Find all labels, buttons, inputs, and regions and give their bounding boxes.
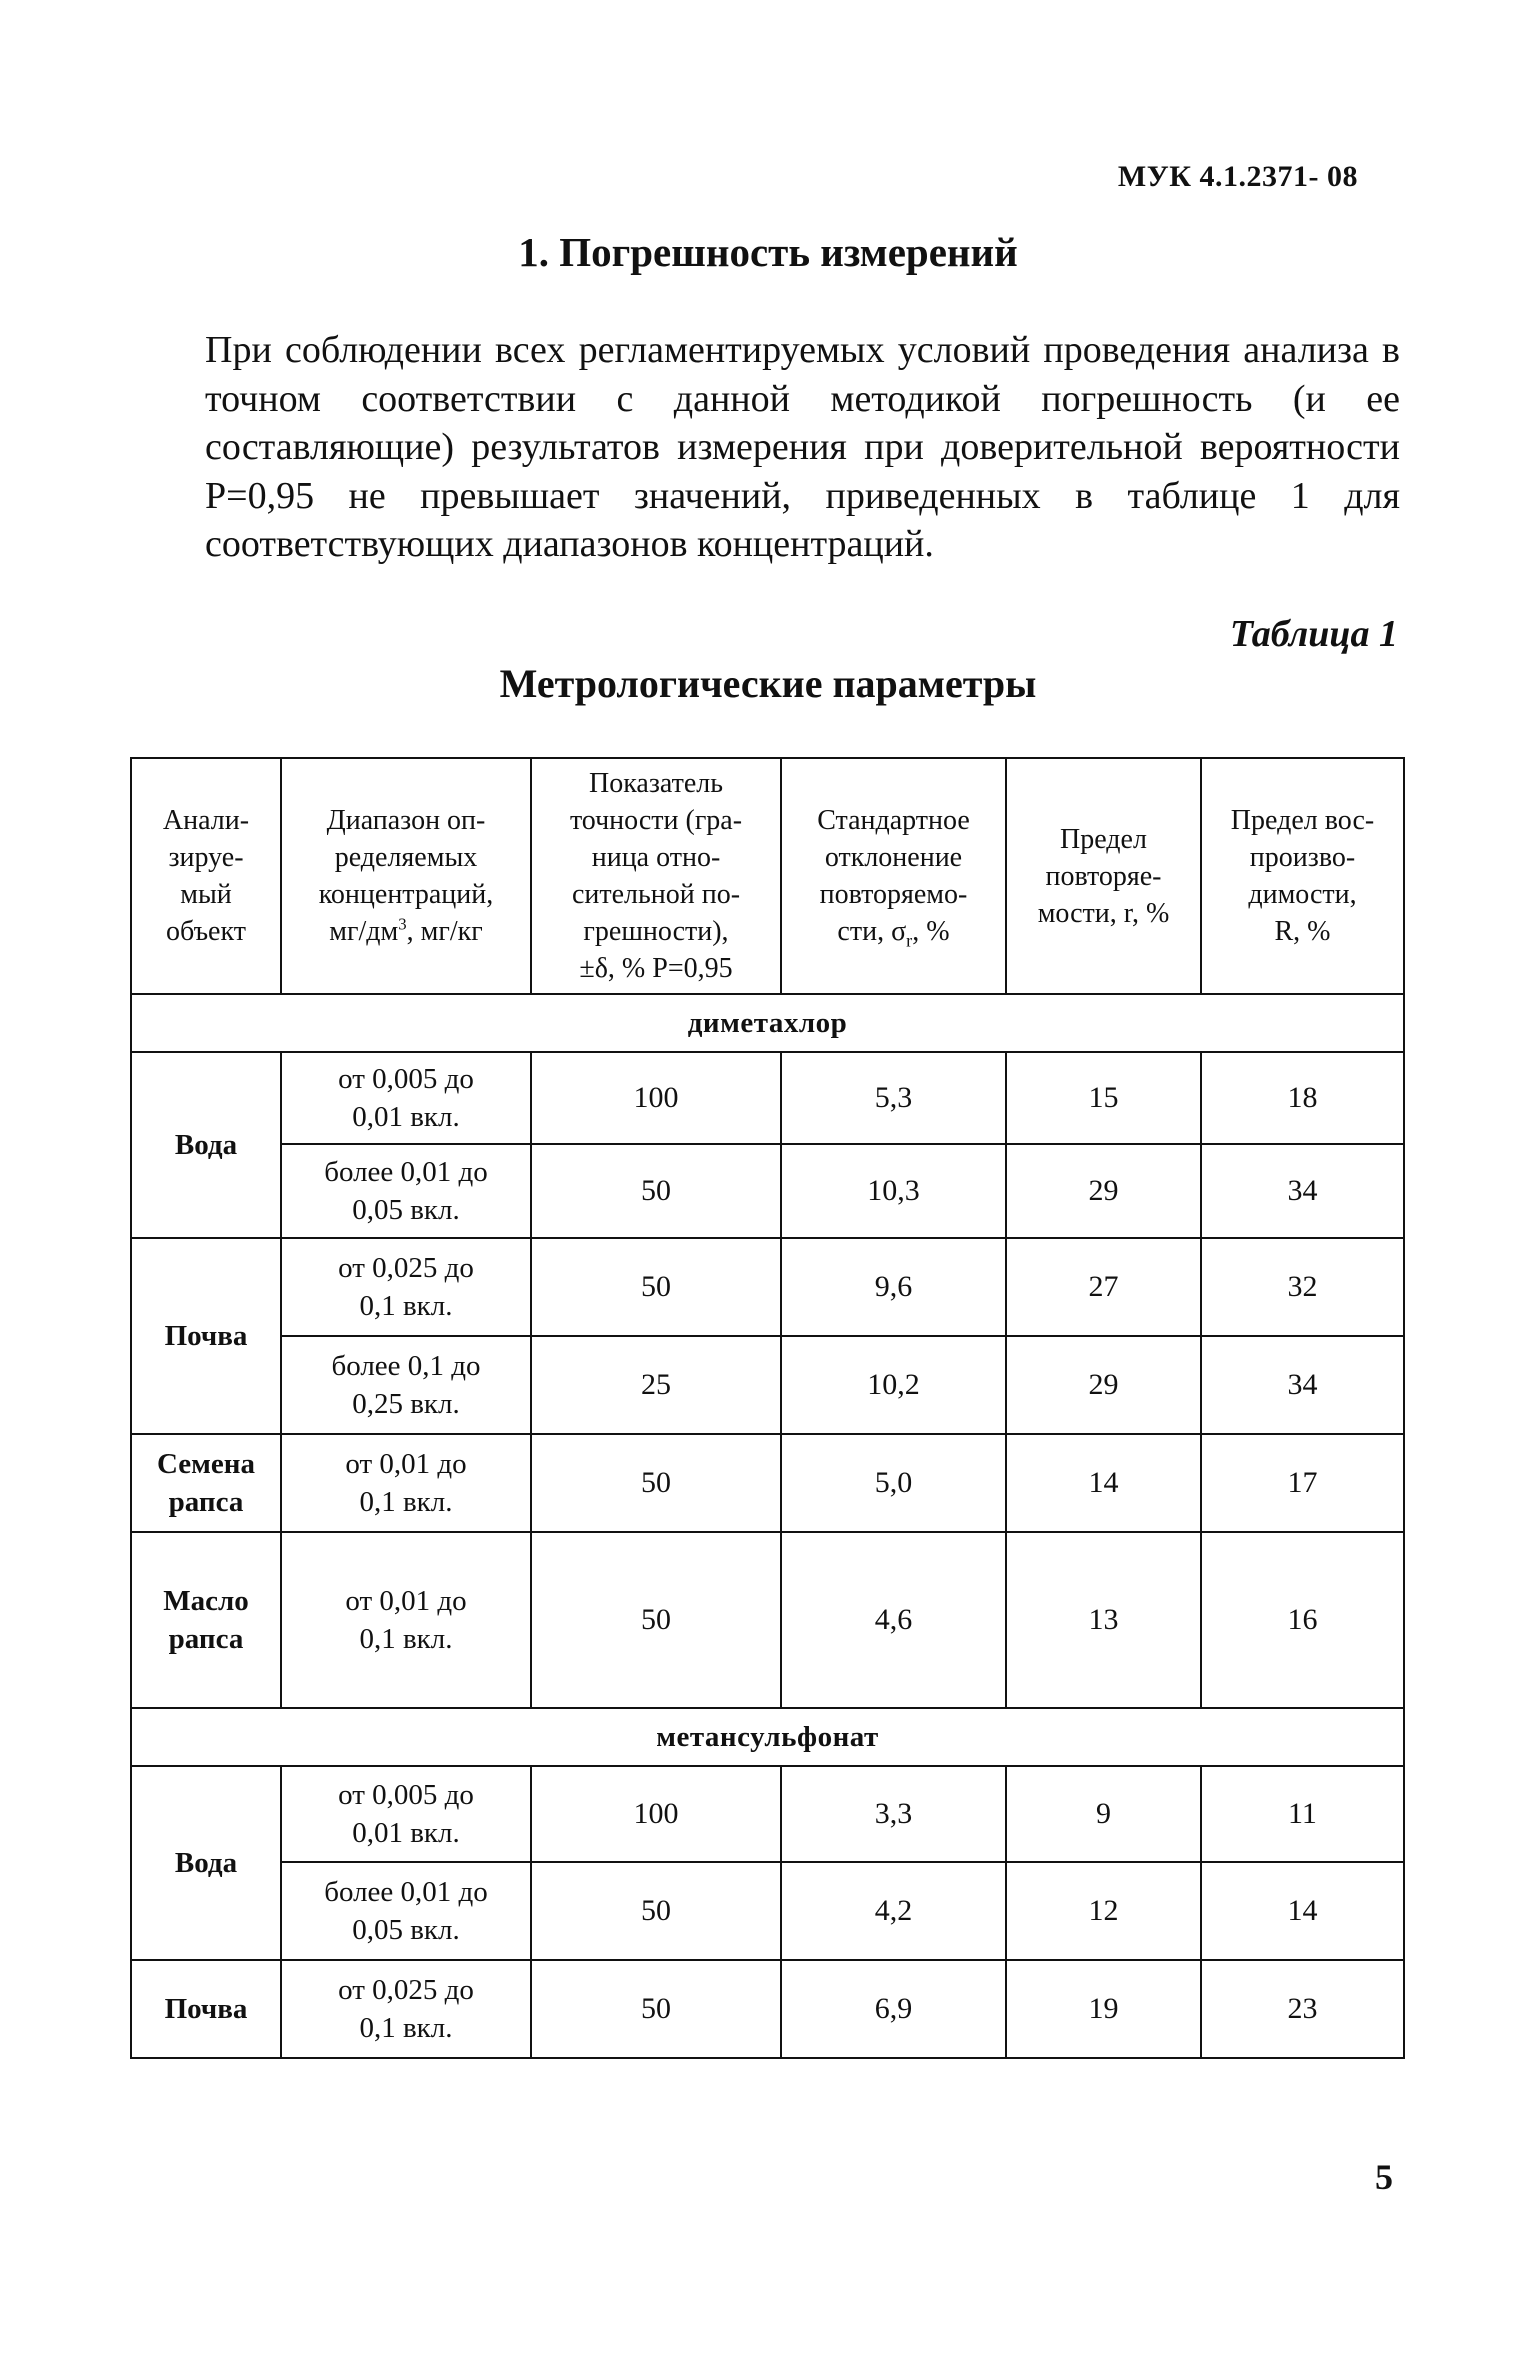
section-name: метансульфонат: [131, 1708, 1404, 1766]
intro-paragraph: При соблюдении всех регламентируемых условий проведения анализа в точном соответствии с данной методикой погрешность (и ее составляющие) результатов измерения при доверительной вероятности Р=0,95 не превышает значений, приведенных в таблице 1 для соответствующих диапазонов концентраций.: [205, 329, 1400, 565]
range-cell: [281, 1434, 531, 1532]
repeatability-cell-value: 19: [1088, 1992, 1119, 2025]
accuracy-cell: [531, 1144, 781, 1238]
table-row: [131, 1862, 1404, 1960]
repeatability-cell-value: 15: [1088, 1081, 1119, 1114]
table-title: Метрологические параметры: [499, 661, 1037, 706]
stddev-cell: [781, 1434, 1006, 1532]
reproducibility-cell-value: 16: [1287, 1603, 1318, 1636]
table-row: [131, 1238, 1404, 1336]
object-label: Вода: [174, 1129, 238, 1161]
table-row: [131, 1052, 1404, 1144]
section-row: [131, 994, 1404, 1052]
stddev-cell: [781, 1238, 1006, 1336]
range-cell: [281, 1532, 531, 1708]
accuracy-cell: [531, 1434, 781, 1532]
stddev-cell-value: 4,6: [874, 1603, 913, 1636]
stddev-cell: [781, 1532, 1006, 1708]
range-cell: [281, 1144, 531, 1238]
reproducibility-cell-value: 14: [1287, 1894, 1318, 1927]
accuracy-cell: [531, 1238, 781, 1336]
accuracy-cell-value: 100: [633, 1081, 679, 1114]
reproducibility-cell: [1201, 1336, 1404, 1434]
repeatability-cell: [1006, 1532, 1201, 1708]
accuracy-cell: [531, 1766, 781, 1862]
range-cell-value: более 0,01 до 0,05 вкл.: [324, 1876, 488, 1946]
object-label: Почва: [164, 1320, 248, 1352]
accuracy-cell: [531, 1532, 781, 1708]
reproducibility-cell-value: 18: [1287, 1081, 1318, 1114]
repeatability-cell-value: 12: [1088, 1894, 1119, 1927]
object-cell: [131, 1960, 281, 2058]
accuracy-cell: [531, 1052, 781, 1144]
object-cell: [131, 1434, 281, 1532]
section-row: [131, 1708, 1404, 1766]
object-cell: [131, 1766, 281, 1960]
stddev-cell: [781, 1766, 1006, 1862]
range-cell-value: более 0,01 до 0,05 вкл.: [324, 1156, 488, 1226]
accuracy-cell-value: 50: [641, 1174, 671, 1207]
table-row: [131, 1532, 1404, 1708]
stddev-cell-value: 5,3: [874, 1081, 913, 1114]
header-range: Диапазон оп- ределяемых концентраций, $мг/дм^3$, мг/кг: [281, 758, 531, 994]
repeatability-cell: [1006, 1238, 1201, 1336]
accuracy-cell-value: 100: [633, 1797, 679, 1830]
reproducibility-cell-value: 11: [1288, 1797, 1317, 1830]
range-cell-value: от 0,01 до 0,1 вкл.: [345, 1585, 467, 1655]
repeatability-cell: [1006, 1052, 1201, 1144]
table-body: [131, 994, 1404, 2058]
repeatability-cell: [1006, 1336, 1201, 1434]
table-row: [131, 1144, 1404, 1238]
accuracy-cell: [531, 1862, 781, 1960]
metrological-parameters-table: [130, 757, 1405, 2059]
repeatability-cell-value: 29: [1088, 1174, 1119, 1207]
repeatability-cell-value: 27: [1088, 1270, 1119, 1303]
object-label: Масло рапса: [163, 1585, 249, 1655]
accuracy-cell: [531, 1960, 781, 2058]
reproducibility-cell: [1201, 1434, 1404, 1532]
reproducibility-cell: [1201, 1238, 1404, 1336]
range-cell-value: от 0,01 до 0,1 вкл.: [345, 1448, 467, 1518]
range-cell: [281, 1960, 531, 2058]
accuracy-cell-value: 50: [641, 1466, 671, 1499]
range-cell: [281, 1238, 531, 1336]
reproducibility-cell: [1201, 1766, 1404, 1862]
range-cell-value: от 0,005 до 0,01 вкл.: [338, 1063, 474, 1133]
stddev-cell-value: 4,2: [874, 1894, 913, 1927]
repeatability-cell: [1006, 1862, 1201, 1960]
table-row: [131, 1434, 1404, 1532]
range-cell: [281, 1766, 531, 1862]
stddev-cell: [781, 1336, 1006, 1434]
header-reproducibility: Предел вос- произво- димости, R, %: [1201, 758, 1404, 994]
accuracy-cell-value: 50: [641, 1992, 671, 2025]
range-cell-value: более 0,1 до 0,25 вкл.: [331, 1350, 481, 1420]
reproducibility-cell-value: 32: [1287, 1270, 1318, 1303]
header-object: Анали- зируе- мый объект: [131, 758, 281, 994]
accuracy-cell-value: 50: [641, 1603, 671, 1636]
stddev-cell-value: 9,6: [874, 1270, 913, 1303]
repeatability-cell-value: 13: [1088, 1603, 1119, 1636]
document-code: МУК 4.1.2371- 08: [1117, 160, 1358, 193]
table-row: [131, 1336, 1404, 1434]
range-cell-value: от 0,025 до 0,1 вкл.: [338, 1974, 474, 2044]
range-cell-value: от 0,005 до 0,01 вкл.: [338, 1779, 474, 1849]
range-cell: [281, 1336, 531, 1434]
repeatability-cell: [1006, 1144, 1201, 1238]
reproducibility-cell: [1201, 1532, 1404, 1708]
reproducibility-cell: [1201, 1052, 1404, 1144]
header-stddev: Стандартное отклонение повторяемо- сти, $\sigma_r$, %: [781, 758, 1006, 994]
object-cell: [131, 1532, 281, 1708]
table-row: [131, 1766, 1404, 1862]
range-cell-value: от 0,025 до 0,1 вкл.: [338, 1252, 474, 1322]
table-label: Таблица 1: [1229, 613, 1398, 655]
reproducibility-cell-value: 17: [1287, 1466, 1318, 1499]
stddev-cell: [781, 1862, 1006, 1960]
stddev-cell-value: 10,2: [867, 1368, 920, 1401]
reproducibility-cell: [1201, 1862, 1404, 1960]
repeatability-cell: [1006, 1434, 1201, 1532]
stddev-cell-value: 5,0: [874, 1466, 913, 1499]
reproducibility-cell: [1201, 1144, 1404, 1238]
object-cell: [131, 1052, 281, 1238]
table-row: [131, 1960, 1404, 2058]
accuracy-cell-value: 50: [641, 1894, 671, 1927]
section-title: 1. Погрешность измерений: [518, 229, 1018, 275]
page-number: 5: [1375, 2157, 1393, 2197]
stddev-cell-value: 6,9: [874, 1992, 913, 2025]
repeatability-cell-value: 9: [1096, 1797, 1111, 1830]
header-repeatability: Предел повторяе- мости, r, %: [1006, 758, 1201, 994]
reproducibility-cell: [1201, 1960, 1404, 2058]
range-cell: [281, 1862, 531, 1960]
header-accuracy: Показатель точности (гра- ница отно- сительной по- грешности), ±δ, % Р=0,95: [531, 758, 781, 994]
object-cell: [131, 1238, 281, 1434]
accuracy-cell: [531, 1336, 781, 1434]
accuracy-cell-value: 25: [641, 1368, 671, 1401]
repeatability-cell-value: 29: [1088, 1368, 1119, 1401]
range-cell: [281, 1052, 531, 1144]
table-header-row: [131, 758, 1404, 994]
stddev-cell: [781, 1960, 1006, 2058]
object-label: Почва: [164, 1993, 248, 2025]
stddev-cell: [781, 1144, 1006, 1238]
object-label: Семена рапса: [156, 1448, 255, 1518]
stddev-cell-value: 3,3: [874, 1797, 913, 1830]
repeatability-cell-value: 14: [1088, 1466, 1119, 1499]
stddev-cell: [781, 1052, 1006, 1144]
reproducibility-cell-value: 34: [1287, 1368, 1318, 1401]
repeatability-cell: [1006, 1766, 1201, 1862]
stddev-cell-value: 10,3: [867, 1174, 920, 1207]
accuracy-cell-value: 50: [641, 1270, 671, 1303]
reproducibility-cell-value: 23: [1287, 1992, 1318, 2025]
object-label: Вода: [174, 1847, 238, 1879]
section-name: диметахлор: [131, 994, 1404, 1052]
reproducibility-cell-value: 34: [1287, 1174, 1318, 1207]
repeatability-cell: [1006, 1960, 1201, 2058]
